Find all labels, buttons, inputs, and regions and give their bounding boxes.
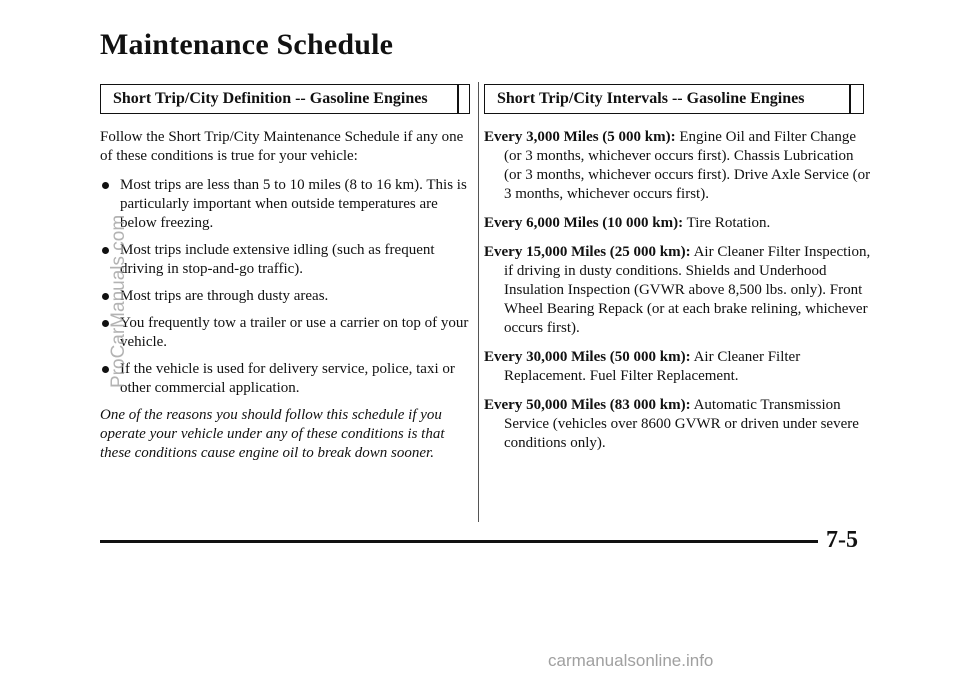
- page-title: Maintenance Schedule: [100, 28, 394, 61]
- definition-header-text: Short Trip/City Definition -- Gasoline Engines: [113, 90, 428, 107]
- condition-item: [100, 241, 472, 279]
- bullet-icon: [102, 182, 109, 189]
- interval-text: Automatic Transmission Service (vehicles over 8600 GVWR or driven under severe conditions only).: [504, 397, 859, 451]
- intervals-section-header: [484, 84, 864, 114]
- interval-item: [484, 214, 874, 233]
- bottom-watermark: carmanualsonline.info: [548, 651, 714, 670]
- interval-label: Every 50,000 Miles (83 000 km):: [484, 397, 691, 413]
- interval-text: Engine Oil and Filter Change (or 3 months, whichever occurs first). Chassis Lubrication (or 3 months, whichever occurs first). Drive Axle Service (or 3 months, whichever occurs first).: [504, 129, 871, 202]
- interval-item: [484, 243, 874, 338]
- header-box-tick: [849, 85, 851, 113]
- interval-text: Air Cleaner Filter Inspection, if driving in dusty conditions. Shields and Underhood Insulation Inspection (GVWR above 8,500 lbs. only). Front Wheel Bearing Repack (or at each brake relining, whichever occurs first).: [504, 244, 871, 336]
- page-number: 7-5: [826, 527, 858, 553]
- header-box-tick: [457, 85, 459, 113]
- definition-intro: Follow the Short Trip/City Maintenance Schedule if any one of these conditions is true for your vehicle:: [100, 129, 464, 164]
- condition-list: [100, 176, 472, 398]
- condition-text: Most trips include extensive idling (such as frequent driving in stop-and-go traffic).: [120, 242, 435, 277]
- intervals-header-text: Short Trip/City Intervals -- Gasoline Engines: [497, 90, 805, 107]
- interval-label: Every 30,000 Miles (50 000 km):: [484, 349, 691, 365]
- condition-item: [100, 314, 472, 352]
- definition-note: One of the reasons you should follow this schedule if you operate your vehicle under any of these conditions is that these conditions cause engine oil to break down sooner.: [100, 407, 445, 461]
- condition-text: If the vehicle is used for delivery service, police, taxi or other commercial application.: [120, 361, 455, 396]
- interval-label: Every 3,000 Miles (5 000 km):: [484, 129, 676, 145]
- interval-label: Every 6,000 Miles (10 000 km):: [484, 215, 684, 231]
- side-watermark: ProCarManuals.com: [108, 214, 129, 388]
- interval-text: Tire Rotation.: [686, 215, 771, 231]
- intervals-column: [484, 128, 874, 463]
- interval-item: [484, 348, 874, 386]
- condition-text: Most trips are through dusty areas.: [120, 288, 329, 304]
- condition-item: [100, 360, 472, 398]
- condition-item: [100, 287, 472, 306]
- definition-section-header: [100, 84, 470, 114]
- column-divider: [478, 82, 479, 522]
- footer-rule: [100, 540, 818, 543]
- interval-text: Air Cleaner Filter Replacement. Fuel Filter Replacement.: [504, 349, 801, 384]
- interval-label: Every 15,000 Miles (25 000 km):: [484, 244, 691, 260]
- definition-column: [100, 128, 472, 473]
- interval-item: [484, 128, 874, 204]
- condition-text: You frequently tow a trailer or use a carrier on top of your vehicle.: [120, 315, 469, 350]
- condition-item: [100, 176, 472, 233]
- interval-item: [484, 396, 874, 453]
- condition-text: Most trips are less than 5 to 10 miles (8 to 16 km). This is particularly important when outside temperatures are below freezing.: [120, 177, 467, 231]
